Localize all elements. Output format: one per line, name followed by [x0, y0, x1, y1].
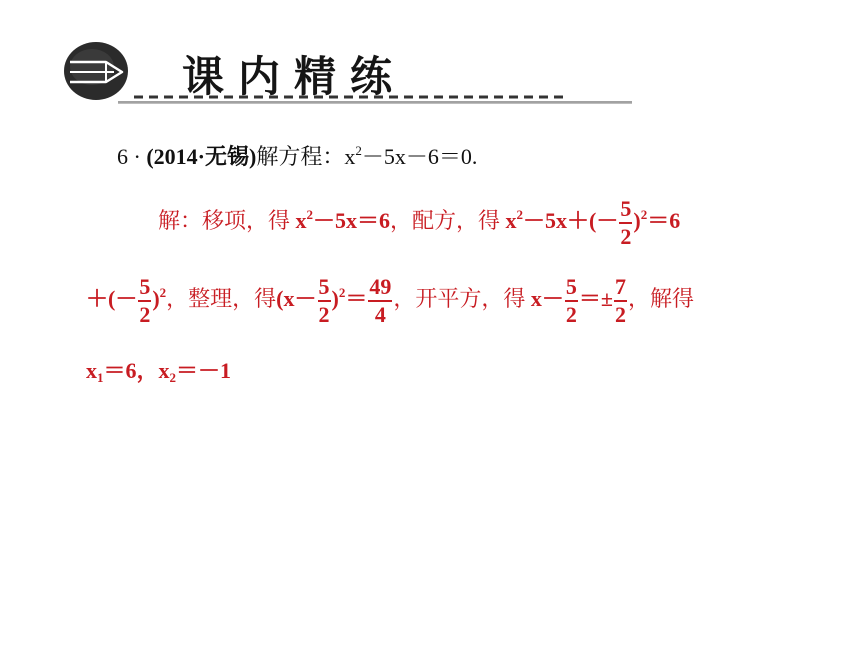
fraction-denominator: 2: [139, 302, 151, 327]
solution-exponent: 2: [516, 207, 524, 223]
solution-term: －5x＋(－: [523, 208, 619, 234]
problem-separator: ·: [133, 144, 141, 169]
solution-term: ): [152, 286, 160, 312]
fraction-numerator: 7: [614, 274, 626, 299]
fraction-denominator: 2: [614, 302, 626, 327]
fraction-numerator: 49: [369, 274, 392, 299]
fraction: [565, 276, 578, 326]
fraction: [614, 276, 627, 326]
fraction-numerator: 5: [620, 196, 632, 221]
solution-term: －5x＝6: [313, 208, 391, 234]
solution-subscript: 1: [97, 370, 104, 385]
fraction: [619, 198, 632, 248]
solution-term: ＝6，: [103, 358, 159, 383]
solution-subscript: 2: [169, 370, 177, 385]
solution-term: ＝±: [578, 286, 613, 312]
solution-term: ＝6: [647, 208, 681, 234]
fraction: [138, 276, 151, 326]
solution-text: ，开平方，得: [393, 286, 531, 312]
fraction-denominator: 2: [565, 302, 577, 327]
solution-term: ): [331, 286, 339, 312]
solution-term: x: [295, 208, 307, 234]
solution-exponent: 2: [306, 207, 314, 223]
solution-term: x: [158, 358, 170, 383]
solution-exponent: 2: [159, 285, 167, 301]
solution-line-2: [86, 276, 694, 326]
solution-term: ＝: [345, 286, 368, 312]
solution-intro: 解：移项，得: [158, 208, 296, 234]
solution-term: (x－: [276, 286, 317, 312]
fraction-numerator: 5: [565, 274, 577, 299]
problem-instruction: 解方程：: [256, 144, 345, 169]
fraction-denominator: 4: [368, 300, 392, 326]
section-title: 课内精练: [182, 52, 407, 101]
solution-term: ＝－1: [176, 358, 232, 383]
solution-term: ): [633, 208, 641, 234]
problem-source: (2014·无锡): [146, 144, 257, 169]
solution-term: x－: [530, 286, 564, 312]
solution-text: ，配方，得: [390, 208, 506, 234]
solution-exponent: 2: [640, 207, 648, 223]
solution-line-1: [158, 198, 680, 248]
fraction: [318, 276, 331, 326]
solution-term: x: [505, 208, 517, 234]
fraction-denominator: 2: [318, 302, 330, 327]
problem-line: [117, 140, 477, 171]
solution-term: ＋(－: [86, 286, 138, 312]
equation-rest: －5x－6＝0.: [361, 144, 478, 169]
fraction-numerator: 5: [318, 274, 330, 299]
problem-number: 6: [117, 144, 128, 169]
equation-x: x: [344, 144, 356, 169]
fraction-denominator: 2: [620, 224, 632, 249]
fraction: [368, 276, 392, 326]
solution-text: ，解得: [627, 286, 694, 312]
solution-text: ，整理，得: [166, 286, 277, 312]
equation-exponent: 2: [355, 143, 362, 158]
solution-term: x: [86, 358, 97, 383]
solution-line-3: [86, 354, 231, 385]
solution-exponent: 2: [338, 285, 346, 301]
fraction-numerator: 5: [139, 274, 151, 299]
